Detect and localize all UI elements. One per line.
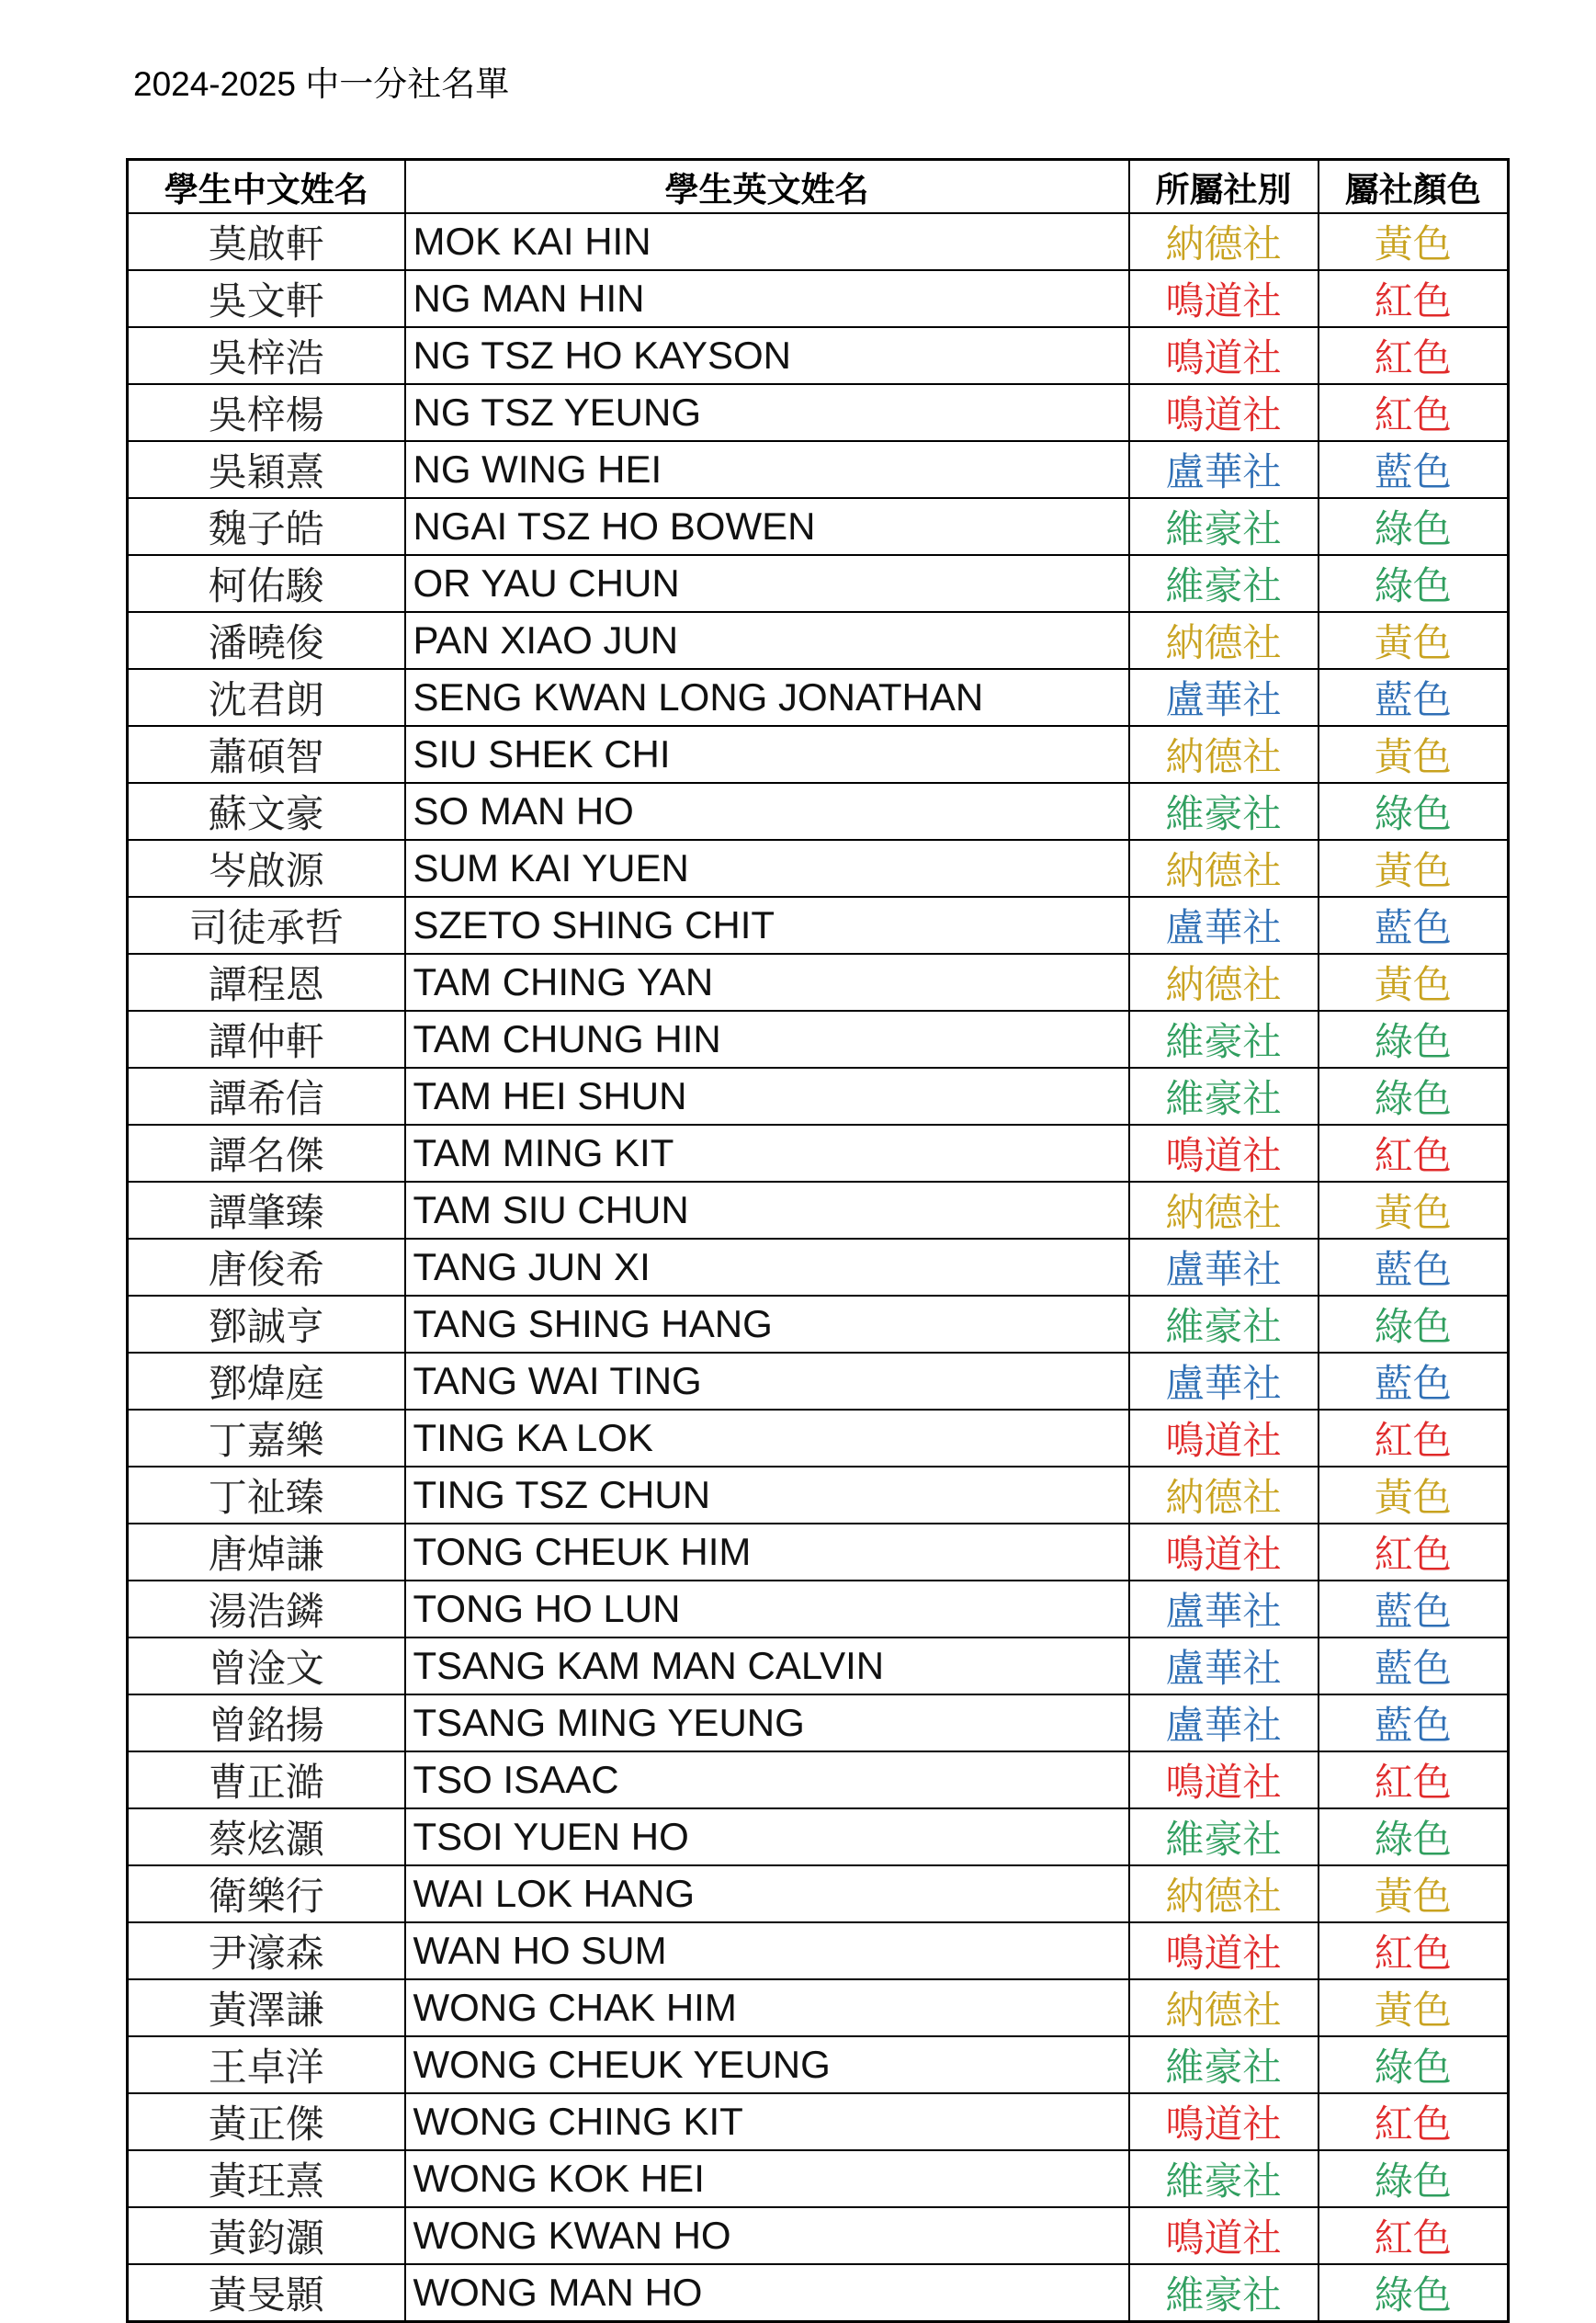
table-row: [128, 1296, 1509, 1353]
house-cell: 盧華社: [1129, 1239, 1319, 1296]
english-name-cell: TAM CHING YAN: [405, 954, 1129, 1011]
table-row: [128, 783, 1509, 840]
house-cell: 鳴道社: [1129, 270, 1319, 327]
header-house: 所屬社別: [1129, 160, 1319, 213]
table-row: [128, 441, 1509, 498]
english-name-cell: TAM CHUNG HIN: [405, 1011, 1129, 1068]
chinese-name-cell: 唐俊希: [128, 1239, 405, 1296]
chinese-name-cell: 唐焯謙: [128, 1524, 405, 1581]
chinese-name-cell: 丁祉臻: [128, 1467, 405, 1524]
house-cell: 納德社: [1129, 840, 1319, 897]
english-name-cell: SO MAN HO: [405, 783, 1129, 840]
table-row: [128, 327, 1509, 384]
house-cell: 納德社: [1129, 954, 1319, 1011]
house-cell: 鳴道社: [1129, 1410, 1319, 1467]
house-color-cell: 紅色: [1319, 1125, 1509, 1182]
english-name-cell: WONG KWAN HO: [405, 2207, 1129, 2264]
house-cell: 鳴道社: [1129, 1524, 1319, 1581]
house-color-cell: 藍色: [1319, 1353, 1509, 1410]
header-chinese-name: 學生中文姓名: [128, 160, 405, 213]
house-color-cell: 綠色: [1319, 1011, 1509, 1068]
chinese-name-cell: 吳穎熹: [128, 441, 405, 498]
chinese-name-cell: 衛樂行: [128, 1865, 405, 1922]
house-cell: 鳴道社: [1129, 2093, 1319, 2150]
table-row: [128, 1353, 1509, 1410]
chinese-name-cell: 黃鈞灝: [128, 2207, 405, 2264]
house-color-cell: 紅色: [1319, 270, 1509, 327]
table-row: [128, 1637, 1509, 1694]
english-name-cell: SENG KWAN LONG JONATHAN: [405, 669, 1129, 726]
table-row: [128, 1182, 1509, 1239]
table-row: [128, 1694, 1509, 1751]
table-row: [128, 1011, 1509, 1068]
house-color-cell: 藍色: [1319, 1239, 1509, 1296]
house-color-cell: 綠色: [1319, 2150, 1509, 2207]
chinese-name-cell: 尹濠森: [128, 1922, 405, 1979]
english-name-cell: NGAI TSZ HO BOWEN: [405, 498, 1129, 555]
house-color-cell: 藍色: [1319, 897, 1509, 954]
house-cell: 維豪社: [1129, 555, 1319, 612]
house-cell: 維豪社: [1129, 2036, 1319, 2093]
house-color-cell: 綠色: [1319, 498, 1509, 555]
chinese-name-cell: 潘曉俊: [128, 612, 405, 669]
house-roster-table: [126, 158, 1510, 2323]
table-row: [128, 498, 1509, 555]
house-color-cell: 黃色: [1319, 726, 1509, 783]
english-name-cell: TAM MING KIT: [405, 1125, 1129, 1182]
chinese-name-cell: 譚名傑: [128, 1125, 405, 1182]
table-row: [128, 1524, 1509, 1581]
house-color-cell: 紅色: [1319, 1524, 1509, 1581]
table-row: [128, 1068, 1509, 1125]
table-row: [128, 1979, 1509, 2036]
house-color-cell: 黃色: [1319, 1865, 1509, 1922]
english-name-cell: MOK KAI HIN: [405, 213, 1129, 270]
house-color-cell: 紅色: [1319, 2093, 1509, 2150]
house-cell: 維豪社: [1129, 783, 1319, 840]
chinese-name-cell: 曹正澔: [128, 1751, 405, 1808]
english-name-cell: NG WING HEI: [405, 441, 1129, 498]
english-name-cell: TING TSZ CHUN: [405, 1467, 1129, 1524]
chinese-name-cell: 蕭碩智: [128, 726, 405, 783]
house-cell: 納德社: [1129, 1979, 1319, 2036]
house-cell: 維豪社: [1129, 1011, 1319, 1068]
english-name-cell: TSANG MING YEUNG: [405, 1694, 1129, 1751]
chinese-name-cell: 司徒承哲: [128, 897, 405, 954]
house-color-cell: 黃色: [1319, 1979, 1509, 2036]
english-name-cell: TANG JUN XI: [405, 1239, 1129, 1296]
house-cell: 盧華社: [1129, 897, 1319, 954]
house-cell: 鳴道社: [1129, 327, 1319, 384]
chinese-name-cell: 吳梓浩: [128, 327, 405, 384]
table-row: [128, 1410, 1509, 1467]
table-row: [128, 2093, 1509, 2150]
chinese-name-cell: 王卓洋: [128, 2036, 405, 2093]
house-cell: 盧華社: [1129, 1581, 1319, 1637]
english-name-cell: TONG CHEUK HIM: [405, 1524, 1129, 1581]
english-name-cell: OR YAU CHUN: [405, 555, 1129, 612]
house-color-cell: 黃色: [1319, 1182, 1509, 1239]
table-row: [128, 954, 1509, 1011]
page-title: 2024-2025 中一分社名單: [133, 65, 510, 103]
table-row: [128, 270, 1509, 327]
table-row: [128, 1125, 1509, 1182]
house-color-cell: 紅色: [1319, 1751, 1509, 1808]
house-cell: 納德社: [1129, 213, 1319, 270]
chinese-name-cell: 莫啟軒: [128, 213, 405, 270]
header-english-name: 學生英文姓名: [405, 160, 1129, 213]
house-cell: 維豪社: [1129, 2150, 1319, 2207]
chinese-name-cell: 黃澤謙: [128, 1979, 405, 2036]
house-cell: 盧華社: [1129, 1353, 1319, 1410]
chinese-name-cell: 譚希信: [128, 1068, 405, 1125]
chinese-name-cell: 鄧煒庭: [128, 1353, 405, 1410]
house-color-cell: 黃色: [1319, 954, 1509, 1011]
english-name-cell: TSOI YUEN HO: [405, 1808, 1129, 1865]
chinese-name-cell: 湯浩鏻: [128, 1581, 405, 1637]
chinese-name-cell: 黃玨熹: [128, 2150, 405, 2207]
house-cell: 納德社: [1129, 1865, 1319, 1922]
table-row: [128, 897, 1509, 954]
chinese-name-cell: 曾銘揚: [128, 1694, 405, 1751]
english-name-cell: WAI LOK HANG: [405, 1865, 1129, 1922]
house-cell: 維豪社: [1129, 498, 1319, 555]
house-cell: 鳴道社: [1129, 1751, 1319, 1808]
english-name-cell: WONG CHEUK YEUNG: [405, 2036, 1129, 2093]
table-header-row: [128, 160, 1509, 213]
house-color-cell: 綠色: [1319, 2036, 1509, 2093]
english-name-cell: TONG HO LUN: [405, 1581, 1129, 1637]
house-cell: 盧華社: [1129, 1637, 1319, 1694]
house-cell: 鳴道社: [1129, 1922, 1319, 1979]
table-row: [128, 1865, 1509, 1922]
house-color-cell: 藍色: [1319, 1694, 1509, 1751]
house-cell: 盧華社: [1129, 1694, 1319, 1751]
chinese-name-cell: 吳梓楊: [128, 384, 405, 441]
english-name-cell: SUM KAI YUEN: [405, 840, 1129, 897]
english-name-cell: SIU SHEK CHI: [405, 726, 1129, 783]
english-name-cell: TAM HEI SHUN: [405, 1068, 1129, 1125]
house-color-cell: 綠色: [1319, 1068, 1509, 1125]
chinese-name-cell: 蔡炫灝: [128, 1808, 405, 1865]
table-row: [128, 555, 1509, 612]
house-color-cell: 紅色: [1319, 384, 1509, 441]
chinese-name-cell: 譚仲軒: [128, 1011, 405, 1068]
house-color-cell: 綠色: [1319, 2264, 1509, 2322]
table-row: [128, 669, 1509, 726]
chinese-name-cell: 鄧誠亨: [128, 1296, 405, 1353]
english-name-cell: TANG WAI TING: [405, 1353, 1129, 1410]
house-color-cell: 綠色: [1319, 783, 1509, 840]
english-name-cell: PAN XIAO JUN: [405, 612, 1129, 669]
chinese-name-cell: 曾淦文: [128, 1637, 405, 1694]
house-cell: 維豪社: [1129, 1068, 1319, 1125]
house-cell: 盧華社: [1129, 669, 1319, 726]
table-row: [128, 1239, 1509, 1296]
house-color-cell: 藍色: [1319, 441, 1509, 498]
table-body: [128, 213, 1509, 2322]
house-color-cell: 黃色: [1319, 213, 1509, 270]
house-color-cell: 藍色: [1319, 669, 1509, 726]
house-cell: 鳴道社: [1129, 1125, 1319, 1182]
table-row: [128, 213, 1509, 270]
english-name-cell: NG MAN HIN: [405, 270, 1129, 327]
house-cell: 鳴道社: [1129, 384, 1319, 441]
house-color-cell: 綠色: [1319, 1808, 1509, 1865]
table-row: [128, 2150, 1509, 2207]
house-cell: 納德社: [1129, 726, 1319, 783]
english-name-cell: WONG CHAK HIM: [405, 1979, 1129, 2036]
house-color-cell: 黃色: [1319, 840, 1509, 897]
house-cell: 鳴道社: [1129, 2207, 1319, 2264]
house-color-cell: 紅色: [1319, 2207, 1509, 2264]
chinese-name-cell: 魏子皓: [128, 498, 405, 555]
chinese-name-cell: 黃旻顥: [128, 2264, 405, 2322]
house-color-cell: 紅色: [1319, 1922, 1509, 1979]
house-color-cell: 綠色: [1319, 1296, 1509, 1353]
english-name-cell: SZETO SHING CHIT: [405, 897, 1129, 954]
chinese-name-cell: 岑啟源: [128, 840, 405, 897]
house-color-cell: 黃色: [1319, 612, 1509, 669]
table-row: [128, 2036, 1509, 2093]
chinese-name-cell: 黃正傑: [128, 2093, 405, 2150]
house-cell: 維豪社: [1129, 2264, 1319, 2322]
english-name-cell: TAM SIU CHUN: [405, 1182, 1129, 1239]
chinese-name-cell: 吳文軒: [128, 270, 405, 327]
english-name-cell: WONG MAN HO: [405, 2264, 1129, 2322]
chinese-name-cell: 譚肇臻: [128, 1182, 405, 1239]
house-color-cell: 藍色: [1319, 1637, 1509, 1694]
table-row: [128, 612, 1509, 669]
table-row: [128, 1581, 1509, 1637]
house-cell: 維豪社: [1129, 1296, 1319, 1353]
house-cell: 維豪社: [1129, 1808, 1319, 1865]
english-name-cell: NG TSZ YEUNG: [405, 384, 1129, 441]
house-cell: 盧華社: [1129, 441, 1319, 498]
english-name-cell: WAN HO SUM: [405, 1922, 1129, 1979]
chinese-name-cell: 沈君朗: [128, 669, 405, 726]
english-name-cell: TING KA LOK: [405, 1410, 1129, 1467]
house-color-cell: 紅色: [1319, 1410, 1509, 1467]
english-name-cell: WONG CHING KIT: [405, 2093, 1129, 2150]
house-cell: 納德社: [1129, 612, 1319, 669]
table-row: [128, 1808, 1509, 1865]
table-row: [128, 1922, 1509, 1979]
chinese-name-cell: 柯佑駿: [128, 555, 405, 612]
english-name-cell: TSO ISAAC: [405, 1751, 1129, 1808]
house-color-cell: 藍色: [1319, 1581, 1509, 1637]
table-row: [128, 1467, 1509, 1524]
chinese-name-cell: 蘇文豪: [128, 783, 405, 840]
table-row: [128, 2207, 1509, 2264]
house-color-cell: 黃色: [1319, 1467, 1509, 1524]
english-name-cell: WONG KOK HEI: [405, 2150, 1129, 2207]
english-name-cell: TANG SHING HANG: [405, 1296, 1129, 1353]
table-row: [128, 726, 1509, 783]
english-name-cell: TSANG KAM MAN CALVIN: [405, 1637, 1129, 1694]
house-color-cell: 綠色: [1319, 555, 1509, 612]
house-cell: 納德社: [1129, 1182, 1319, 1239]
chinese-name-cell: 譚程恩: [128, 954, 405, 1011]
table-row: [128, 384, 1509, 441]
house-color-cell: 紅色: [1319, 327, 1509, 384]
table-row: [128, 2264, 1509, 2322]
chinese-name-cell: 丁嘉樂: [128, 1410, 405, 1467]
table-row: [128, 1751, 1509, 1808]
header-house-color: 屬社顏色: [1319, 160, 1509, 213]
house-cell: 納德社: [1129, 1467, 1319, 1524]
table-row: [128, 840, 1509, 897]
english-name-cell: NG TSZ HO KAYSON: [405, 327, 1129, 384]
